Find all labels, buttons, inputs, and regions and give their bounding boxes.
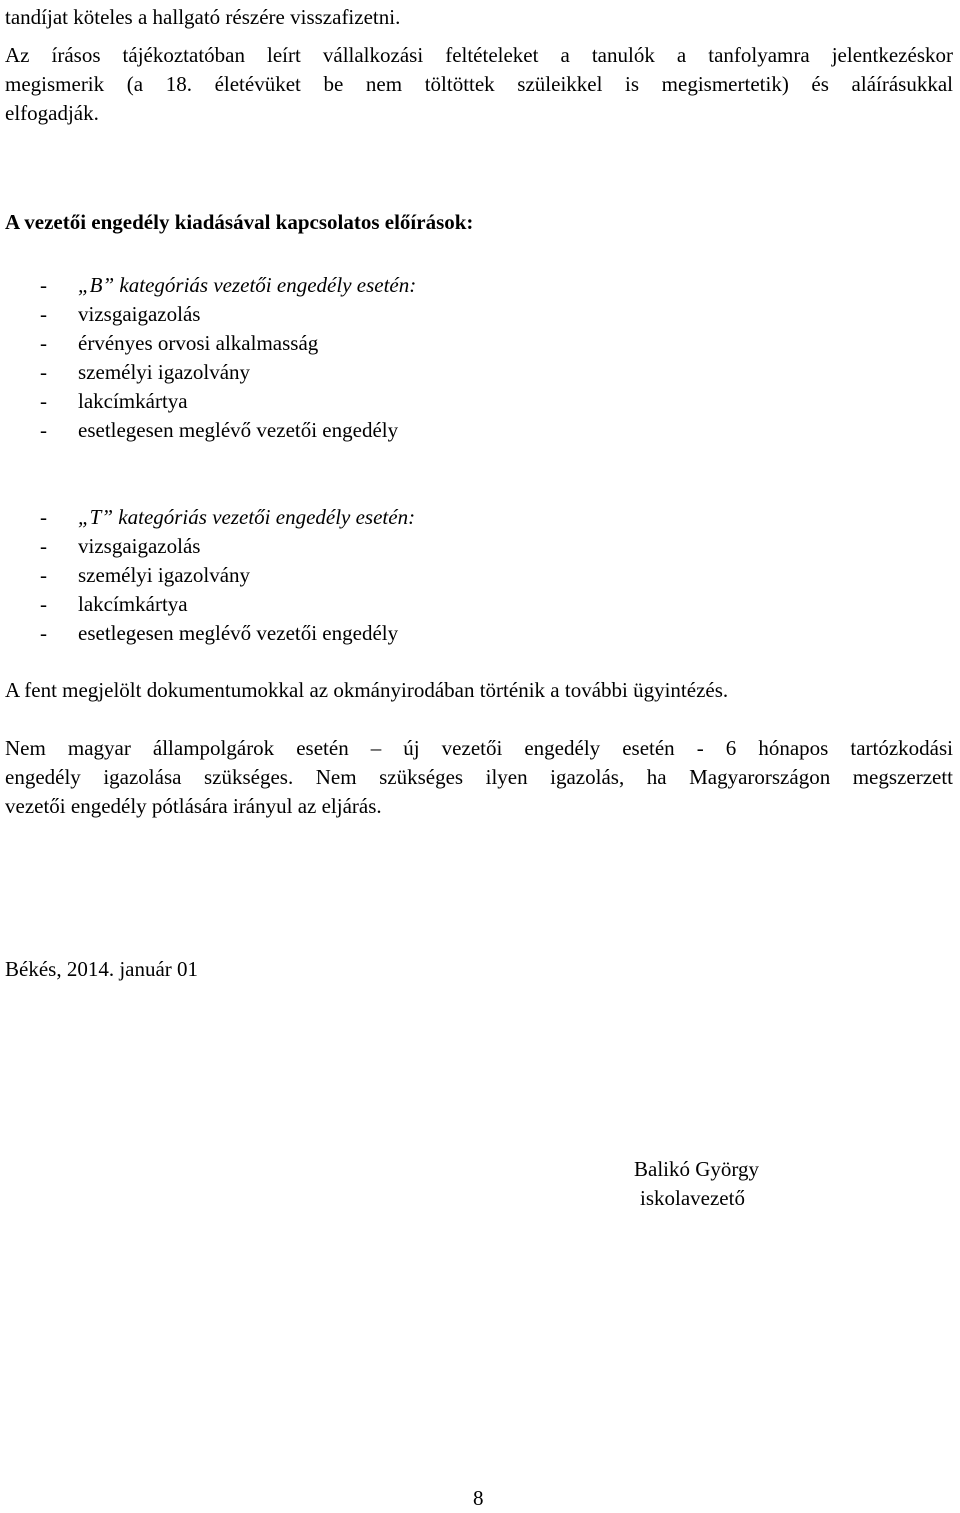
list-item	[40, 561, 250, 590]
list-item	[40, 532, 200, 561]
list-dash: -	[40, 273, 47, 297]
list-item-text: vizsgaigazolás	[78, 534, 201, 558]
paragraph-foreigners-line-1: Nem magyar állampolgárok esetén – új vezetői engedély esetén - 6 hónapos tartózkodási	[5, 736, 953, 760]
list-item	[40, 358, 250, 387]
list-dash: -	[40, 621, 47, 645]
list-t-title-text: „T” kategóriás vezetői engedély esetén:	[78, 505, 416, 529]
list-dash: -	[40, 389, 47, 413]
intro-line-3: megismerik (a 18. életévüket be nem töltöttek szüleikkel is megismertetik) és aláírásukkal	[5, 72, 953, 96]
paragraph-foreigners-line-3: vezetői engedély pótlására irányul az eljárás.	[5, 794, 382, 818]
list-item-text: vizsgaigazolás	[78, 302, 201, 326]
list-item	[40, 300, 200, 329]
list-item-text: lakcímkártya	[78, 592, 188, 616]
intro-line-4: elfogadják.	[5, 101, 99, 125]
list-dash: -	[40, 563, 47, 587]
list-dash: -	[40, 360, 47, 384]
list-b-title-text: „B” kategóriás vezetői engedély esetén:	[78, 273, 417, 297]
paragraph-documents: A fent megjelölt dokumentumokkal az okmányirodában történik a további ügyintézés.	[5, 678, 729, 702]
list-item	[40, 416, 398, 445]
section-heading: A vezetői engedély kiadásával kapcsolatos előírások:	[5, 210, 474, 234]
date-place: Békés, 2014. január 01	[5, 957, 199, 981]
list-t-title	[40, 503, 415, 532]
list-dash: -	[40, 331, 47, 355]
list-item	[40, 329, 318, 358]
list-dash: -	[40, 592, 47, 616]
signature-title: iskolavezető	[640, 1186, 745, 1210]
intro-line-2: Az írásos tájékoztatóban leírt vállalkozási feltételeket a tanulók a tanfolyamra jelentkezéskor	[5, 43, 953, 67]
list-dash: -	[40, 505, 47, 529]
list-b-title	[40, 271, 416, 300]
page-number: 8	[473, 1486, 484, 1510]
list-item-text: személyi igazolvány	[78, 360, 251, 384]
list-item-text: lakcímkártya	[78, 389, 188, 413]
list-item-text: esetlegesen meglévő vezetői engedély	[78, 418, 399, 442]
list-item-text: személyi igazolvány	[78, 563, 251, 587]
intro-line-1: tandíjat köteles a hallgató részére visszafizetni.	[5, 5, 401, 29]
list-item	[40, 387, 188, 416]
signature-name: Balikó György	[634, 1157, 760, 1181]
list-dash: -	[40, 302, 47, 326]
list-item-text: esetlegesen meglévő vezetői engedély	[78, 621, 399, 645]
paragraph-foreigners-line-2: engedély igazolása szükséges. Nem szükséges ilyen igazolás, ha Magyarországon megszerzett	[5, 765, 953, 789]
list-item	[40, 619, 398, 648]
list-dash: -	[40, 534, 47, 558]
list-item-text: érvényes orvosi alkalmasság	[78, 331, 319, 355]
list-dash: -	[40, 418, 47, 442]
list-item	[40, 590, 188, 619]
